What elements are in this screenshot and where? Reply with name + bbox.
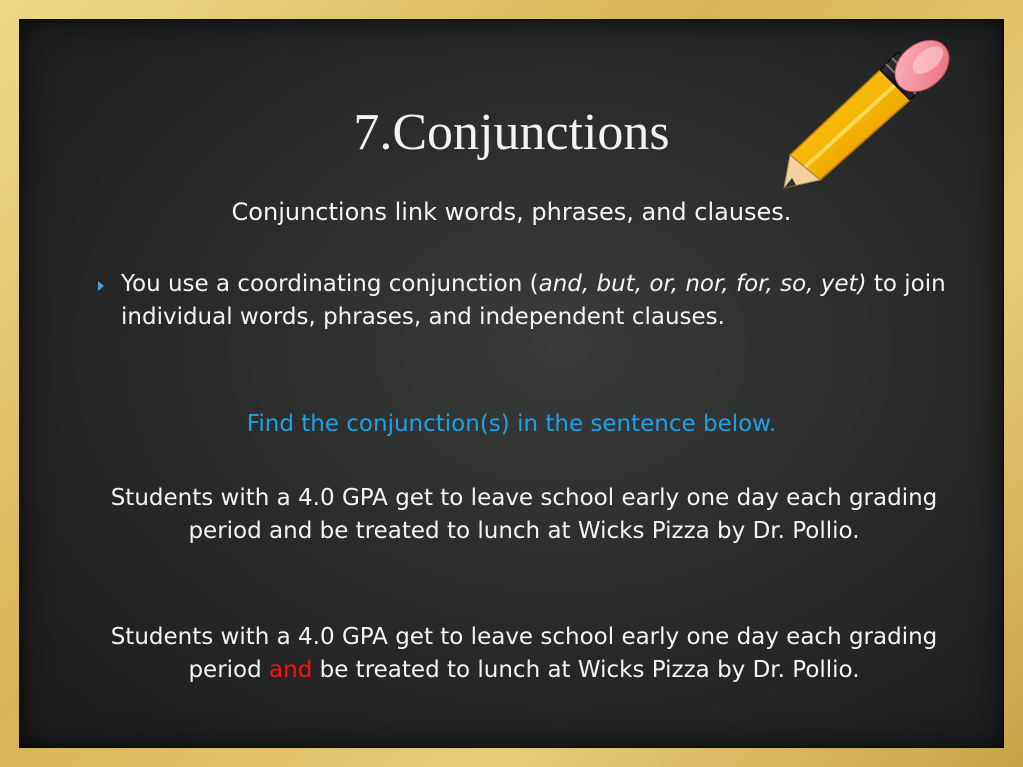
answer-after: be treated to lunch at Wicks Pizza by Dr. Pollio. [312, 657, 860, 683]
answer-sentence [104, 621, 944, 687]
highlighted-conjunction: and [269, 657, 313, 683]
bullet-arrow-icon [98, 281, 104, 291]
bullet-tail: to join individual words, phrases, and independent clauses. [121, 271, 946, 330]
bullet-lead: You use a coordinating conjunction ( [121, 271, 539, 297]
slide-title: 7.Conjunctions [353, 104, 670, 161]
example-sentence: Students with a 4.0 GPA get to leave school early one day each grading period and be treated to lunch at Wicks Pizza by Dr. Pollio. [110, 485, 938, 544]
bullet-point [121, 268, 951, 333]
exercise-prompt: Find the conjunction(s) in the sentence below. [246, 411, 777, 437]
slide-subtitle: Conjunctions link words, phrases, and clauses. [231, 198, 792, 226]
answer-before: Students with a 4.0 GPA get to leave school early one day each grading period [110, 624, 938, 683]
bullet-examples: and, but, or, nor, for, so, yet) [538, 271, 867, 297]
